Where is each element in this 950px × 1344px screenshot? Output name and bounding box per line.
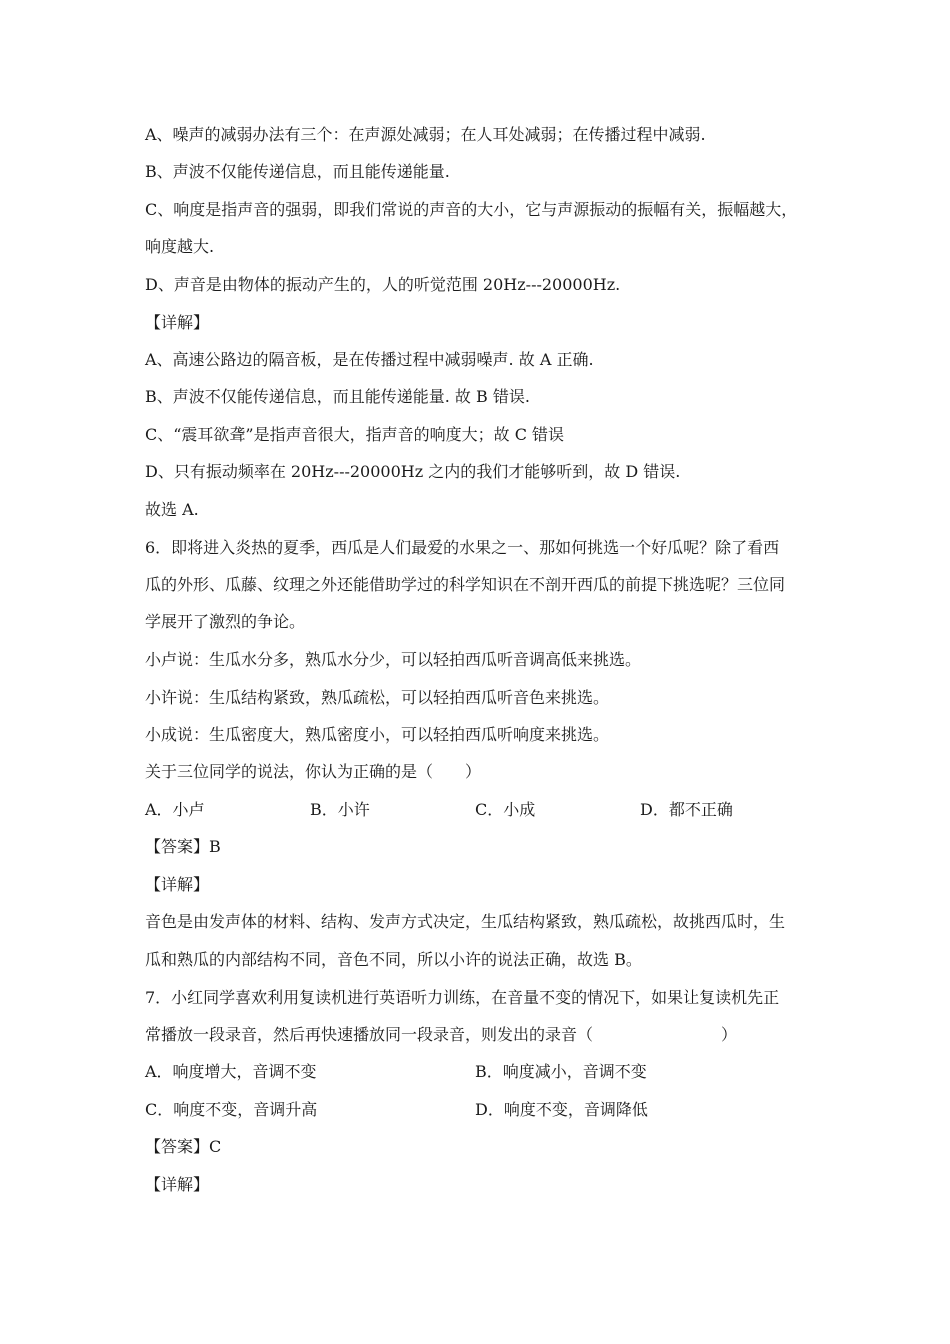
conclusion-line: 故选 A. (145, 500, 199, 519)
detail-heading: 【详解】 (145, 313, 210, 332)
question-6-line-3: 学展开了激烈的争论。 (145, 612, 306, 631)
question-7-line-1: 7．小红同学喜欢利用复读机进行英语听力训练，在音量不变的情况下，如果让复读机先正 (145, 988, 780, 1007)
question-6-options (145, 800, 815, 820)
question-6-option-b: B．小许 (310, 800, 370, 819)
detail-line-b: B、声波不仅能传递信息，而且能传递能量. 故 B 错误. (145, 387, 530, 406)
question-7-option-c: C．响度不变，音调升高 (145, 1100, 318, 1119)
question-7-line-2: 常播放一段录音，然后再快速播放同一段录音，则发出的录音（ ） (145, 1025, 738, 1044)
question-7-option-d: D．响度不变，音调降低 (475, 1100, 648, 1119)
question-6-option-c: C．小成 (475, 800, 536, 819)
question-7-options-row-2 (145, 1100, 815, 1120)
question-7-option-a: A．响度增大，音调不变 (145, 1062, 317, 1081)
analysis-line-d: D、声音是由物体的振动产生的，人的听觉范围 20Hz---20000Hz. (145, 275, 621, 294)
detail-line-a: A、高速公路边的隔音板，是在传播过程中减弱噪声. 故 A 正确. (145, 350, 594, 369)
question-6-prompt: 关于三位同学的说法，你认为正确的是（ ） (145, 762, 482, 781)
detail-line-c: C、“震耳欲聋”是指声音很大，指声音的响度大；故 C 错误 (145, 425, 565, 444)
question-6-statement-lu: 小卢说：生瓜水分多，熟瓜水分少，可以轻拍西瓜听音调高低来挑选。 (145, 650, 642, 669)
question-6-detail-heading: 【详解】 (145, 875, 210, 894)
question-7-answer: 【答案】C (145, 1137, 222, 1156)
question-6-detail-line-2: 瓜和熟瓜的内部结构不同，音色不同，所以小许的说法正确，故选 B。 (145, 950, 642, 969)
question-7-option-b: B．响度减小，音调不变 (475, 1062, 647, 1081)
question-7-options-row-1 (145, 1062, 815, 1082)
analysis-line-c: C、响度是指声音的强弱，即我们常说的声音的大小，它与声源振动的振幅有关，振幅越大， (145, 200, 798, 219)
question-6-option-d: D．都不正确 (640, 800, 733, 819)
question-6-statement-cheng: 小成说：生瓜密度大，熟瓜密度小，可以轻拍西瓜听响度来挑选。 (145, 725, 610, 744)
question-6-statement-xu: 小许说：生瓜结构紧致，熟瓜疏松，可以轻拍西瓜听音色来挑选。 (145, 688, 610, 707)
analysis-line-b: B、声波不仅能传递信息，而且能传递能量. (145, 162, 450, 181)
question-6-answer: 【答案】B (145, 837, 221, 856)
detail-line-d: D、只有振动频率在 20Hz---20000Hz 之内的我们才能够听到，故 D 错误. (145, 462, 681, 481)
question-6-option-a: A．小卢 (145, 800, 205, 819)
question-6-detail-line-1: 音色是由发声体的材料、结构、发声方式决定，生瓜结构紧致，熟瓜疏松，故挑西瓜时，生 (145, 912, 786, 931)
analysis-line-c-cont: 响度越大. (145, 237, 215, 256)
question-6-line-2: 瓜的外形、瓜藤、纹理之外还能借助学过的科学知识在不剖开西瓜的前提下挑选呢？三位同 (145, 575, 786, 594)
analysis-line-a: A、噪声的减弱办法有三个：在声源处减弱；在人耳处减弱；在传播过程中减弱. (145, 125, 706, 144)
question-6-line-1: 6．即将进入炎热的夏季，西瓜是人们最爱的水果之一、那如何挑选一个好瓜呢？除了看西 (145, 538, 780, 557)
question-7-detail-heading: 【详解】 (145, 1175, 210, 1194)
